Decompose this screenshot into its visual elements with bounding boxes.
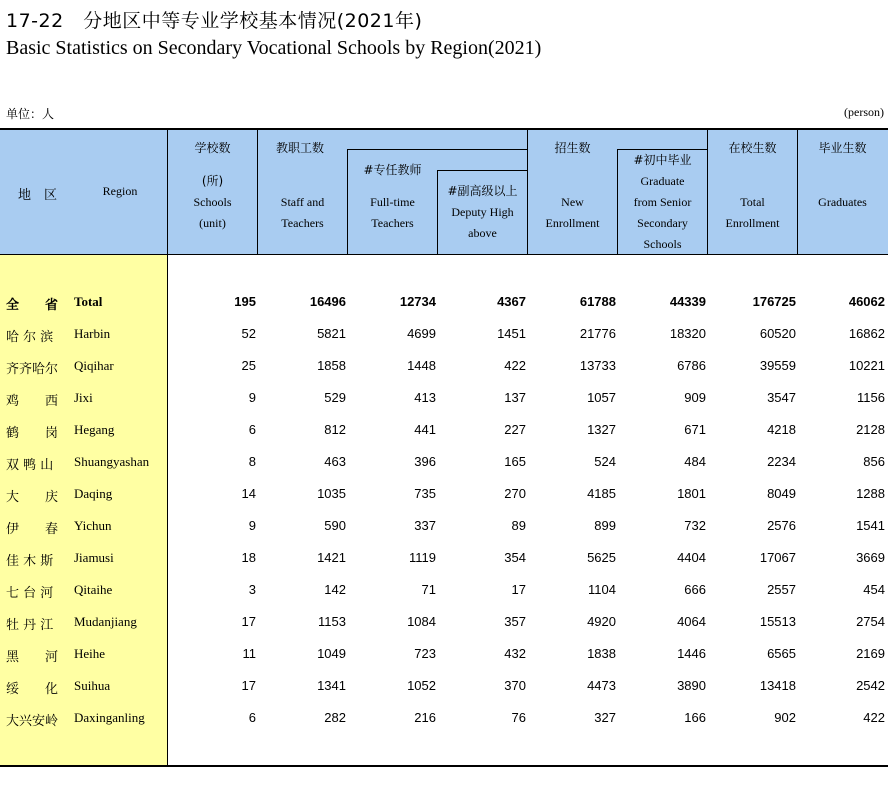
region-name-en: Suihua <box>74 678 111 693</box>
table-row <box>0 382 888 414</box>
table-cell: 21776 <box>579 326 616 341</box>
table-cell: 137 <box>504 390 526 405</box>
table-cell: 1341 <box>317 678 346 693</box>
region-name-cn: 黑 河 <box>6 650 59 665</box>
region-name-en: Yichun <box>74 518 112 533</box>
staff-subheader-line <box>347 149 527 150</box>
region-name-en: Daqing <box>74 486 113 501</box>
table-row <box>0 478 888 510</box>
table-cell: 17 <box>241 678 256 693</box>
table-cell: 1327 <box>587 422 616 437</box>
table-cell: 1057 <box>587 390 616 405</box>
table-cell: 1153 <box>318 614 346 629</box>
table-cell: 44339 <box>669 294 706 309</box>
table-cell: 1288 <box>856 486 885 501</box>
fulltime-subheader-line <box>437 170 527 171</box>
table-cell: 4404 <box>677 550 706 565</box>
table-row <box>0 350 888 382</box>
table-cell: 142 <box>324 582 346 597</box>
table-cell: 2754 <box>856 614 885 629</box>
table-cell: 1446 <box>677 646 706 661</box>
region-name-cn: 齐齐哈尔 <box>6 362 59 377</box>
table-cell: 432 <box>504 646 526 661</box>
region-name-cn: 牡 丹 江 <box>6 618 54 633</box>
table-row <box>0 414 888 446</box>
table-cell: 413 <box>414 390 436 405</box>
table-cell: 15513 <box>759 614 796 629</box>
header-region-en: Region <box>102 184 138 198</box>
region-name-en: Hegang <box>74 422 115 437</box>
table-cell: 14 <box>241 486 256 501</box>
table-cell: 899 <box>594 518 616 533</box>
table-cell: 4367 <box>497 294 526 309</box>
table-cell: 1049 <box>317 646 346 661</box>
region-name-en: Mudanjiang <box>74 614 137 629</box>
table-cell: 422 <box>863 710 885 725</box>
table-cell: 12734 <box>399 294 436 309</box>
page-title-english: Basic Statistics on Secondary Vocational Schools by Region(2021) <box>6 37 542 59</box>
region-name-cn: 七 台 河 <box>6 586 54 601</box>
table-cell: 176725 <box>752 294 796 309</box>
table-cell: 1084 <box>407 614 436 629</box>
table-cell: 856 <box>863 454 885 469</box>
table-row <box>0 542 888 574</box>
table-cell: 9 <box>248 518 256 533</box>
table-cell: 902 <box>774 710 796 725</box>
table-cell: 454 <box>863 582 885 597</box>
region-name-en: Shuangyashan <box>74 454 150 469</box>
table-cell: 2234 <box>767 454 796 469</box>
table-row <box>0 510 888 542</box>
header-staff: 教职工数 Staff and Teachers <box>276 141 325 230</box>
region-name-en: Heihe <box>74 646 106 661</box>
table-cell: 590 <box>324 518 346 533</box>
table-cell: 46062 <box>848 294 885 309</box>
table-bottom-rule <box>0 765 888 767</box>
table-cell: 52 <box>241 326 256 341</box>
table-row <box>0 318 888 350</box>
table-cell: 6786 <box>677 358 706 373</box>
table-cell: 3669 <box>856 550 885 565</box>
table-cell: 270 <box>504 486 526 501</box>
table-cell: 735 <box>414 486 436 501</box>
region-name-cn: 佳 木 斯 <box>6 554 54 569</box>
table-cell: 370 <box>504 678 526 693</box>
table-cell: 337 <box>414 518 436 533</box>
table-cell: 529 <box>324 390 346 405</box>
region-name-cn: 全 省 <box>6 298 59 313</box>
table-cell: 13733 <box>579 358 616 373</box>
region-name-cn: 双 鸭 山 <box>6 458 54 473</box>
region-name-cn: 绥 化 <box>6 682 59 697</box>
table-cell: 9 <box>248 390 256 405</box>
table-cell: 1119 <box>409 550 436 565</box>
table-cell: 1156 <box>857 390 885 405</box>
region-name-en: Qiqihar <box>74 358 114 373</box>
header-graduates: 毕业生数 Graduates <box>818 141 867 209</box>
table-cell: 666 <box>684 582 706 597</box>
unit-label-chinese: 单位：人 <box>6 107 55 121</box>
table-cell: 5625 <box>587 550 616 565</box>
table-cell: 357 <box>504 614 526 629</box>
table-cell: 4185 <box>587 486 616 501</box>
table-cell: 2542 <box>856 678 885 693</box>
table-cell: 3890 <box>677 678 706 693</box>
table-row <box>0 446 888 478</box>
table-cell: 5821 <box>317 326 346 341</box>
region-name-en: Total <box>74 294 103 309</box>
table-cell: 1451 <box>497 326 526 341</box>
region-name-cn: 伊 春 <box>6 522 59 537</box>
table-cell: 1035 <box>317 486 346 501</box>
table-row <box>0 638 888 670</box>
region-name-cn: 鹤 岗 <box>6 426 59 441</box>
table-cell: 4699 <box>407 326 436 341</box>
table-cell: 1541 <box>856 518 885 533</box>
table-cell: 13418 <box>759 678 796 693</box>
table-cell: 441 <box>414 422 436 437</box>
table-cell: 18 <box>241 550 256 565</box>
table-cell: 18320 <box>669 326 706 341</box>
table-cell: 524 <box>594 454 616 469</box>
table-cell: 1801 <box>677 486 706 501</box>
region-name-en: Daxinganling <box>74 710 145 725</box>
table-cell: 10221 <box>848 358 885 373</box>
header-divider <box>0 254 888 255</box>
table-cell: 71 <box>421 582 436 597</box>
table-cell: 2557 <box>767 582 796 597</box>
table-cell: 4218 <box>767 422 796 437</box>
region-name-en: Harbin <box>74 326 111 341</box>
table-cell: 327 <box>594 710 616 725</box>
table-row <box>0 574 888 606</box>
table-cell: 2576 <box>767 518 796 533</box>
table-cell: 282 <box>324 710 346 725</box>
table-cell: 8 <box>248 454 256 469</box>
table-cell: 463 <box>324 454 346 469</box>
table-cell: 723 <box>414 646 436 661</box>
table-cell: 1858 <box>317 358 346 373</box>
region-name-en: Qitaihe <box>74 582 113 597</box>
table-cell: 6565 <box>767 646 796 661</box>
header-total-enrollment: 在校生数 Total Enrollment <box>725 141 780 230</box>
table-cell: 166 <box>684 710 706 725</box>
table-cell: 1838 <box>587 646 616 661</box>
table-cell: 11 <box>242 646 256 661</box>
table-cell: 2128 <box>856 422 885 437</box>
table-cell: 422 <box>504 358 526 373</box>
header-deputy: #副高级以上 Deputy High above <box>447 184 518 240</box>
table-cell: 2169 <box>856 646 885 661</box>
table-row <box>0 702 888 734</box>
region-name-cn: 大 庆 <box>6 490 59 505</box>
table-cell: 484 <box>684 454 706 469</box>
header-schools: 学校数 (所) Schools (unit) <box>193 141 232 230</box>
table-cell: 25 <box>241 358 256 373</box>
table-cell: 1052 <box>407 678 436 693</box>
table-cell: 39559 <box>759 358 796 373</box>
table-row-total <box>0 286 888 318</box>
table-cell: 1448 <box>407 358 436 373</box>
region-name-cn: 鸡 西 <box>6 394 59 409</box>
table-cell: 732 <box>684 518 706 533</box>
table-cell: 8049 <box>767 486 796 501</box>
table-cell: 3 <box>248 582 256 597</box>
table-cell: 4064 <box>677 614 706 629</box>
table-cell: 61788 <box>579 294 616 309</box>
region-name-en: Jixi <box>74 390 93 405</box>
table-cell: 3547 <box>767 390 796 405</box>
table-cell: 89 <box>511 518 526 533</box>
table-cell: 1421 <box>317 550 346 565</box>
header-region-cn: 地 区 <box>18 188 58 203</box>
table-cell: 16862 <box>848 326 885 341</box>
table-cell: 1104 <box>588 582 616 597</box>
table-cell: 17 <box>511 582 526 597</box>
region-name-cn: 大兴安岭 <box>6 714 59 729</box>
table-cell: 16496 <box>309 294 346 309</box>
table-cell: 165 <box>504 454 526 469</box>
page-title-chinese: 17-22 分地区中等专业学校基本情况(2021年) <box>6 10 423 32</box>
header-fulltime: #专任教师 Full-time Teachers <box>363 163 422 230</box>
table-cell: 17 <box>241 614 256 629</box>
table-cell: 6 <box>248 422 256 437</box>
table-cell: 216 <box>414 710 436 725</box>
table-cell: 396 <box>414 454 436 469</box>
table-cell: 227 <box>504 422 526 437</box>
table-cell: 195 <box>234 294 256 309</box>
table-cell: 17067 <box>759 550 796 565</box>
table-row <box>0 606 888 638</box>
table-cell: 812 <box>324 422 346 437</box>
table-row <box>0 670 888 702</box>
table-cell: 354 <box>504 550 526 565</box>
table-cell: 6 <box>248 710 256 725</box>
region-name-cn: 哈 尔 滨 <box>6 330 54 345</box>
table-cell: 76 <box>511 710 526 725</box>
table-cell: 909 <box>684 390 706 405</box>
region-name-en: Jiamusi <box>74 550 114 565</box>
table-cell: 60520 <box>759 326 796 341</box>
header-junior-graduate: #初中毕业 Graduate from Senior Secondary Schools <box>633 153 692 251</box>
header-enrollment: 招生数 New Enrollment <box>545 141 600 230</box>
unit-label-english: (person) <box>844 105 884 119</box>
table-cell: 671 <box>684 422 706 437</box>
table-cell: 4473 <box>587 678 616 693</box>
table-cell: 4920 <box>587 614 616 629</box>
